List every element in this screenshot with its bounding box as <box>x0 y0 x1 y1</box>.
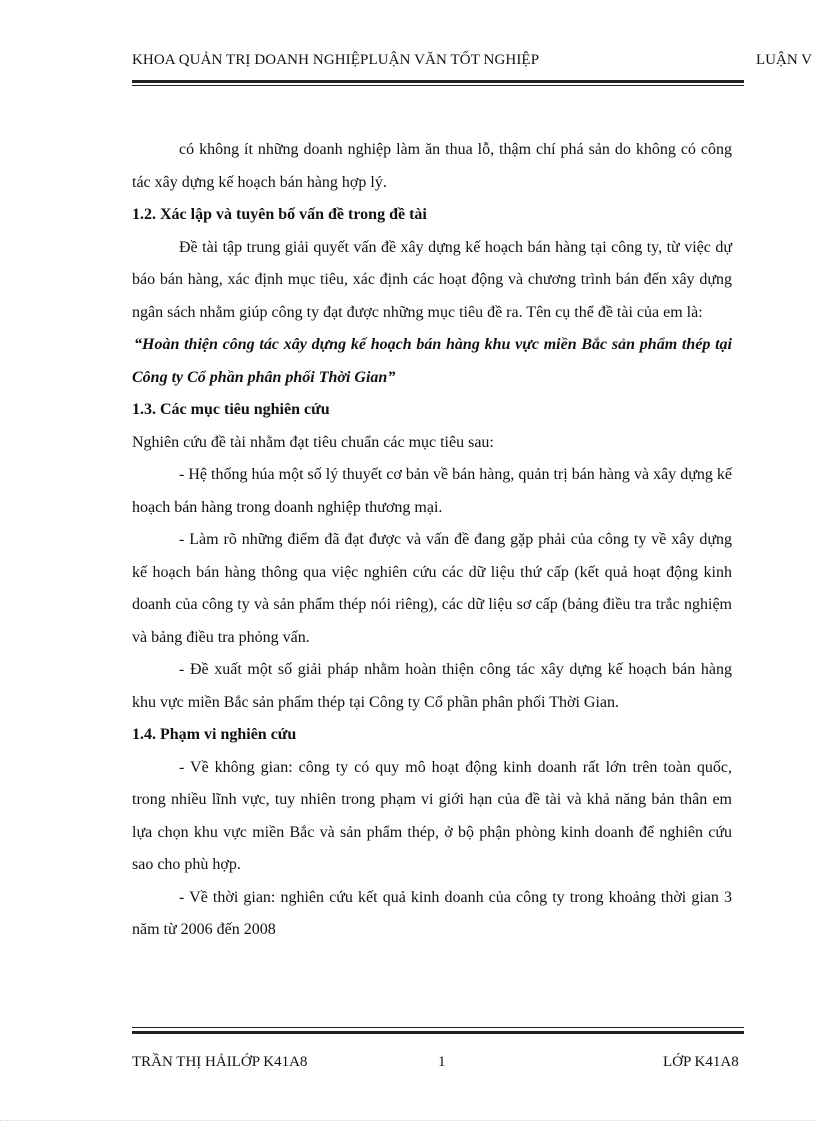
section-heading-1-3: 1.3. Các mục tiêu nghiên cứu <box>132 401 330 418</box>
paragraph-intro: có không ít những doanh nghiệp làm ăn thua lỗ, thậm chí phá sản do không có công tác xây dựng kế hoạch bán hàng hợp lý. <box>132 141 732 191</box>
running-header-right: LUẬN V <box>756 52 812 68</box>
paragraph-objectives-intro: Nghiên cứu đề tài nhằm đạt tiêu chuẩn các mục tiêu sau: <box>132 433 494 451</box>
running-header-left: KHOA QUẢN TRỊ DOANH NGHIỆPLUẬN VĂN TỐT NGHIỆP <box>132 52 540 68</box>
running-footer-right: LỚP K41A8 <box>663 1054 739 1070</box>
page-number: 1 <box>438 1054 446 1070</box>
section-heading-1-4: 1.4. Phạm vi nghiên cứu <box>132 726 297 743</box>
footer-rule-thick <box>132 1031 744 1034</box>
section-heading-1-2: 1.2. Xác lập và tuyên bố vấn đề trong đề tài <box>132 206 427 223</box>
paragraph-problem: Đề tài tập trung giải quyết vấn đề xây dựng kế hoạch bán hàng tại công ty, từ việc dự báo bán hàng, xác định mục tiêu, xác định các hoạt động và chương trình bán đến xây dựng ngân sách nhằm giúp công ty đạt được những mục tiêu đề ra. Tên cụ thể đề tài của em là: <box>132 238 732 321</box>
thesis-title: “Hoàn thiện công tác xây dựng kế hoạch bán hàng khu vực miền Bắc sản phẩm thép tại Công ty Cổ phần phân phối Thời Gian” <box>132 336 732 386</box>
header-rule-thin <box>132 85 744 86</box>
scope-item-space: - Về không gian: công ty có quy mô hoạt động kinh doanh rất lớn trên toàn quốc, trong nhiều lĩnh vực, tuy nhiên trong phạm vi giới hạn của đề tài và khả năng bản thân em lựa chọn khu vực miền Bắc và sản phẩm thép, ở bộ phận phòng kinh doanh để nghiên cứu sao cho phù hợp. <box>132 758 732 873</box>
footer-rule-thin <box>132 1027 744 1028</box>
page-edge-divider <box>0 1120 816 1121</box>
header-rule-thick <box>132 80 744 83</box>
scope-item-time: - Về thời gian: nghiên cứu kết quả kinh doanh của công ty trong khoảng thời gian 3 năm từ 2006 đến 2008 <box>132 888 732 938</box>
objective-item-3: - Đề xuất một số giải pháp nhằm hoàn thiện công tác xây dựng kế hoạch bán hàng khu vực miền Bắc sản phẩm thép tại Công ty Cổ phần phân phối Thời Gian. <box>132 661 732 711</box>
page-body <box>132 134 732 947</box>
objective-item-1: - Hệ thống húa một số lý thuyết cơ bản về bán hàng, quản trị bán hàng và xây dựng kế hoạch bán hàng trong doanh nghiệp thương mại. <box>132 466 732 516</box>
objective-item-2: - Làm rõ những điểm đã đạt được và vấn đề đang gặp phải của công ty về xây dựng kế hoạch bán hàng thông qua việc nghiên cứu các dữ liệu thứ cấp (kết quả hoạt động kinh doanh của công ty và sản phẩm thép nói riêng), các dữ liệu sơ cấp (bảng điều tra trắc nghiệm và bảng điều tra phỏng vấn. <box>132 531 732 646</box>
running-footer-left: TRẦN THỊ HẢILỚP K41A8 <box>132 1054 308 1070</box>
